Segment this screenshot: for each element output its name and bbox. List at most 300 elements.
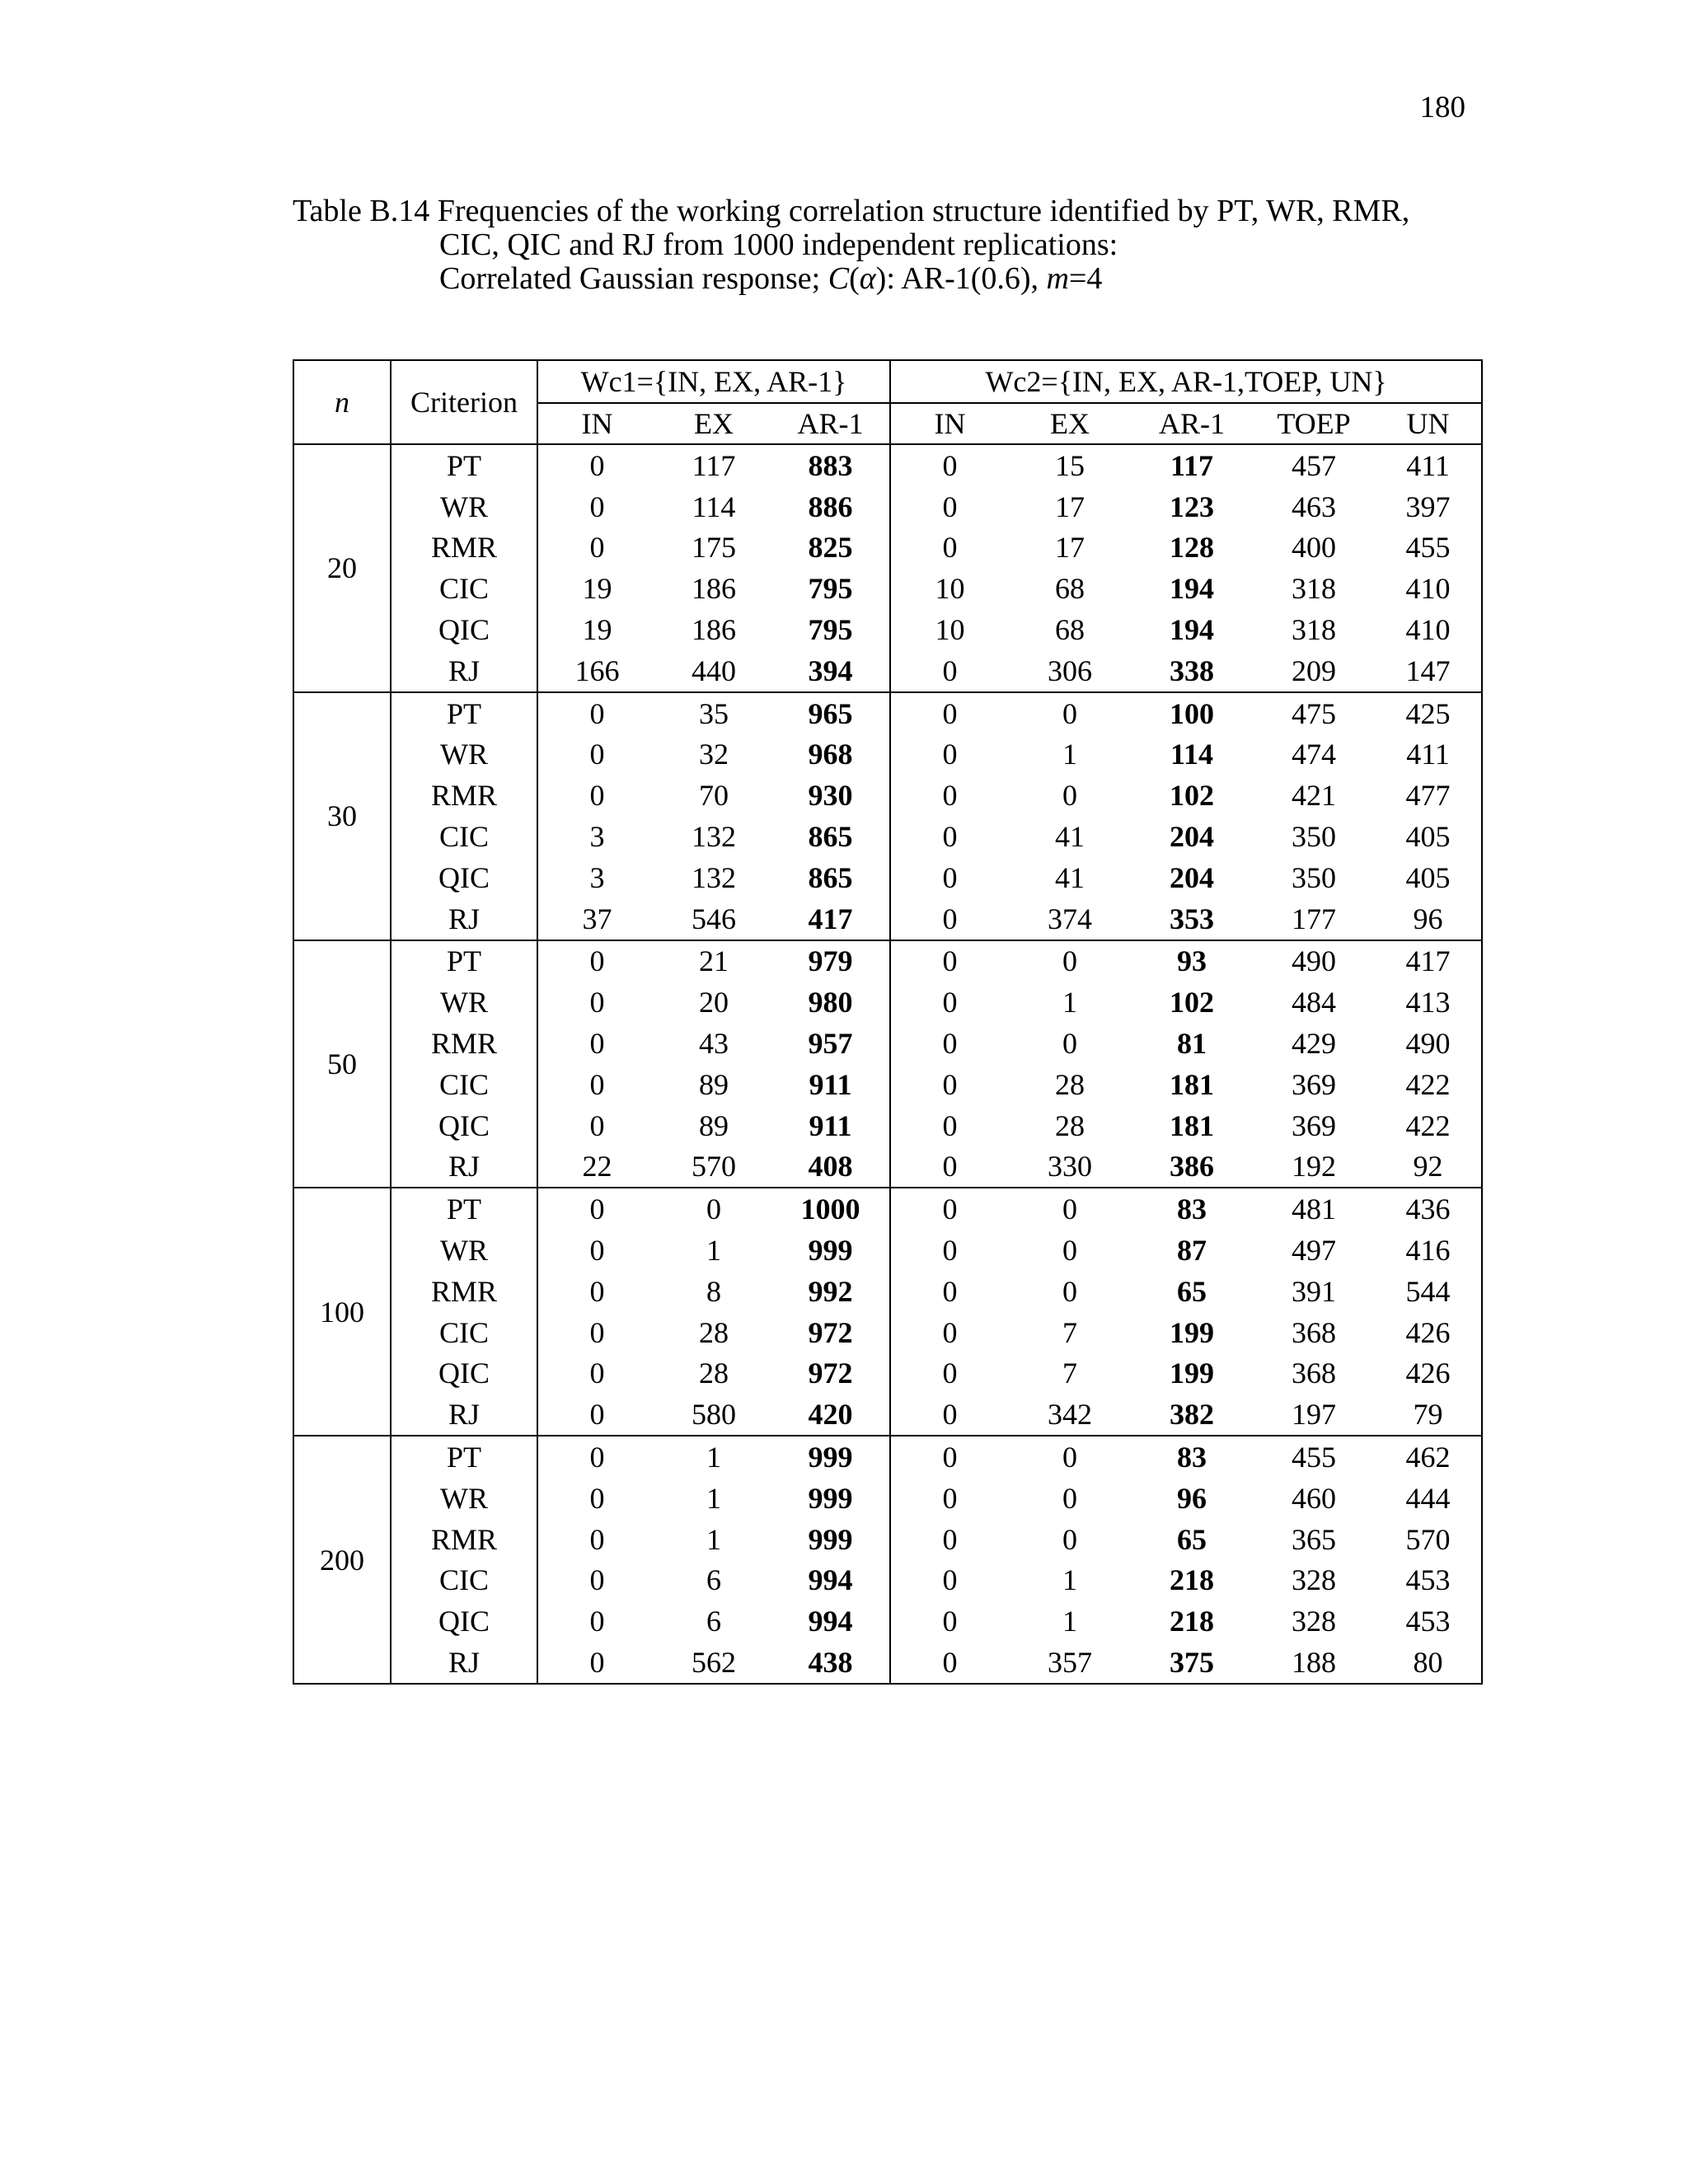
value-cell: 422 (1405, 1108, 1451, 1142)
criterion-cell: RMR (391, 1271, 537, 1312)
value-cell: 394 (771, 650, 890, 692)
subheader-wc2-un: UN (1406, 407, 1450, 440)
value-cell: 192 (1292, 1150, 1337, 1183)
value-cell: 365 (1292, 1522, 1337, 1556)
table-row (293, 1519, 1482, 1560)
value-cell: 0 (890, 940, 1009, 982)
value-cell: 570 (692, 1150, 736, 1183)
value-cell: 391 (1292, 1274, 1337, 1308)
value-cell: 81 (1177, 1027, 1207, 1061)
value-cell: 417 (1375, 940, 1482, 982)
value-cell: 87 (1177, 1234, 1207, 1268)
value-cell: 0 (1062, 1274, 1078, 1308)
sample-size-cell: 50 (293, 940, 391, 1188)
value-cell: 7 (1062, 1315, 1078, 1349)
value-cell: 426 (1405, 1357, 1451, 1390)
value-cell: 0 (589, 1274, 605, 1308)
value-cell: 306 (1048, 654, 1093, 687)
value-cell: 0 (589, 1605, 605, 1638)
value-cell: 199 (1170, 1315, 1215, 1349)
value-cell: 68 (1055, 572, 1085, 606)
value-cell: 0 (1062, 1027, 1078, 1061)
value-cell: 0 (942, 1150, 958, 1183)
value-cell: 96 (1413, 902, 1443, 935)
value-cell: 41 (1055, 860, 1085, 894)
value-cell: 994 (771, 1601, 890, 1642)
value-cell: 420 (771, 1394, 890, 1436)
table-row (293, 1478, 1482, 1519)
caption-c-symbol: C (828, 261, 850, 296)
table-row (293, 1642, 1482, 1684)
frequency-table (293, 359, 1483, 1685)
value-cell: 0 (942, 779, 958, 813)
table-row (293, 444, 1482, 486)
value-cell: 3 (589, 860, 605, 894)
table-row (293, 1394, 1482, 1436)
criterion-cell: QIC (391, 1105, 537, 1146)
value-cell: 0 (589, 1563, 605, 1597)
value-cell: 562 (692, 1646, 736, 1679)
caption-line-1: Table B.14 Frequencies of the working correlation structure identified by PT, WR, RMR, (293, 194, 1410, 228)
value-cell: 21 (656, 940, 771, 982)
value-cell: 444 (1405, 1481, 1451, 1515)
table-row (293, 734, 1482, 776)
value-cell: 426 (1405, 1315, 1451, 1349)
value-cell: 132 (692, 820, 736, 854)
value-cell: 411 (1406, 738, 1450, 771)
criterion-cell: RJ (391, 1642, 537, 1684)
value-cell: 546 (692, 902, 736, 935)
value-cell: 408 (771, 1146, 890, 1188)
value-cell: 0 (589, 1108, 605, 1142)
value-cell: 972 (771, 1312, 890, 1353)
table-row (293, 816, 1482, 857)
caption-open-paren: ( (849, 261, 860, 296)
value-cell: 0 (890, 692, 1009, 734)
value-cell: 17 (1055, 531, 1085, 565)
value-cell: 204 (1170, 820, 1215, 854)
table-row (293, 1271, 1482, 1312)
value-cell: 825 (771, 527, 890, 569)
criterion-cell: RJ (391, 650, 537, 692)
value-cell: 0 (1062, 1234, 1078, 1268)
value-cell: 218 (1170, 1605, 1215, 1638)
value-cell: 397 (1405, 490, 1451, 523)
value-cell: 979 (771, 940, 890, 982)
value-cell: 886 (771, 486, 890, 527)
page-number: 180 (1419, 91, 1465, 124)
value-cell: 65 (1177, 1274, 1207, 1308)
value-cell: 865 (771, 816, 890, 857)
table-row (293, 692, 1482, 734)
value-cell: 422 (1405, 1067, 1451, 1101)
value-cell: 455 (1253, 1436, 1375, 1478)
value-cell: 375 (1170, 1646, 1215, 1679)
subheader-wc2-ex: EX (1050, 407, 1090, 440)
value-cell: 93 (1131, 940, 1253, 982)
value-cell: 10 (935, 572, 965, 606)
value-cell: 1 (1062, 1605, 1078, 1638)
table-row (293, 609, 1482, 650)
table-row (293, 1436, 1482, 1478)
value-cell: 570 (1405, 1522, 1451, 1556)
value-cell: 197 (1292, 1398, 1337, 1432)
table-row (293, 982, 1482, 1023)
value-cell: 350 (1292, 860, 1337, 894)
value-cell: 188 (1292, 1646, 1337, 1679)
value-cell: 28 (699, 1357, 729, 1390)
criterion-cell: RMR (391, 775, 537, 816)
sample-size-cell: 30 (293, 692, 391, 940)
value-cell: 0 (942, 860, 958, 894)
table-row (293, 1230, 1482, 1271)
value-cell: 0 (589, 1522, 605, 1556)
subheader-wc2-toep: TOEP (1277, 407, 1351, 440)
value-cell: 930 (771, 775, 890, 816)
value-cell: 0 (942, 1605, 958, 1638)
value-cell: 186 (692, 572, 736, 606)
criterion-cell: QIC (391, 857, 537, 898)
value-cell: 102 (1170, 986, 1215, 1019)
value-cell: 475 (1253, 692, 1375, 734)
value-cell: 177 (1292, 902, 1337, 935)
table-row (293, 1064, 1482, 1105)
value-cell: 1 (656, 1436, 771, 1478)
criterion-cell: RJ (391, 898, 537, 940)
value-cell: 477 (1405, 779, 1451, 813)
value-cell: 421 (1292, 779, 1337, 813)
value-cell: 457 (1253, 444, 1375, 486)
table-row (293, 857, 1482, 898)
value-cell: 368 (1292, 1315, 1337, 1349)
value-cell: 128 (1170, 531, 1215, 565)
value-cell: 0 (942, 1108, 958, 1142)
value-cell: 369 (1292, 1108, 1337, 1142)
value-cell: 0 (589, 1315, 605, 1349)
sample-size-cell: 200 (293, 1436, 391, 1684)
value-cell: 460 (1292, 1481, 1337, 1515)
criterion-cell: CIC (391, 1312, 537, 1353)
value-cell: 0 (890, 1188, 1009, 1230)
value-cell: 70 (699, 779, 729, 813)
subheader-wc2-ar-1: AR-1 (1159, 407, 1226, 440)
subheader-wc1-ar-1: AR-1 (771, 403, 890, 444)
value-cell: 114 (1170, 738, 1214, 771)
value-cell: 0 (1062, 779, 1078, 813)
value-cell: 0 (942, 1563, 958, 1597)
value-cell: 123 (1170, 490, 1215, 523)
value-cell: 0 (1062, 1481, 1078, 1515)
value-cell: 911 (771, 1105, 890, 1146)
subheader-wc1-in: IN (581, 407, 613, 440)
value-cell: 374 (1048, 902, 1093, 935)
value-cell: 0 (537, 1436, 656, 1478)
value-cell: 338 (1170, 654, 1215, 687)
value-cell: 0 (942, 820, 958, 854)
value-cell: 0 (1009, 1436, 1131, 1478)
value-cell: 28 (1055, 1067, 1085, 1101)
value-cell: 0 (942, 490, 958, 523)
value-cell: 181 (1170, 1108, 1215, 1142)
value-cell: 0 (537, 692, 656, 734)
value-cell: 20 (699, 986, 729, 1019)
value-cell: 19 (582, 572, 612, 606)
criterion-cell: WR (391, 734, 537, 776)
value-cell: 68 (1055, 613, 1085, 647)
caption-alpha-symbol: α (859, 261, 876, 296)
value-cell: 194 (1170, 572, 1215, 606)
value-cell: 0 (942, 1357, 958, 1390)
value-cell: 186 (692, 613, 736, 647)
value-cell: 0 (537, 1188, 656, 1230)
value-cell: 0 (656, 1188, 771, 1230)
value-cell: 0 (589, 1067, 605, 1101)
table-row (293, 1312, 1482, 1353)
value-cell: 580 (692, 1398, 736, 1432)
criterion-cell: PT (391, 1188, 537, 1230)
value-cell: 0 (589, 1646, 605, 1679)
value-cell: 0 (942, 531, 958, 565)
value-cell: 0 (589, 531, 605, 565)
table-row (293, 1105, 1482, 1146)
value-cell: 972 (771, 1353, 890, 1394)
value-cell: 417 (771, 898, 890, 940)
value-cell: 89 (699, 1108, 729, 1142)
criterion-cell: RJ (391, 1146, 537, 1188)
value-cell: 994 (771, 1560, 890, 1601)
caption-m-value: =4 (1069, 261, 1103, 296)
table-row (293, 940, 1482, 982)
value-cell: 175 (692, 531, 736, 565)
value-cell: 117 (1131, 444, 1253, 486)
value-cell: 6 (706, 1563, 721, 1597)
value-cell: 1 (1062, 738, 1078, 771)
value-cell: 6 (706, 1605, 721, 1638)
value-cell: 199 (1170, 1357, 1215, 1390)
value-cell: 15 (1009, 444, 1131, 486)
value-cell: 328 (1292, 1563, 1337, 1597)
caption-line-3-text: Correlated Gaussian response; (439, 261, 828, 296)
value-cell: 795 (771, 568, 890, 609)
value-cell: 0 (942, 1646, 958, 1679)
table-row (293, 1188, 1482, 1230)
value-cell: 0 (589, 1027, 605, 1061)
value-cell: 474 (1292, 738, 1337, 771)
criterion-cell: CIC (391, 816, 537, 857)
value-cell: 410 (1405, 572, 1451, 606)
table-row (293, 1023, 1482, 1064)
value-cell: 440 (692, 654, 736, 687)
criterion-cell: QIC (391, 1601, 537, 1642)
value-cell: 37 (582, 902, 612, 935)
criterion-cell: PT (391, 1436, 537, 1478)
value-cell: 999 (771, 1230, 890, 1271)
value-cell: 1 (706, 1234, 721, 1268)
criterion-cell: WR (391, 982, 537, 1023)
criterion-cell: WR (391, 486, 537, 527)
value-cell: 455 (1405, 531, 1451, 565)
value-cell: 194 (1170, 613, 1215, 647)
value-cell: 19 (582, 613, 612, 647)
criterion-cell: PT (391, 692, 537, 734)
criterion-cell: WR (391, 1478, 537, 1519)
criterion-cell: CIC (391, 568, 537, 609)
header-criterion: Criterion (391, 360, 537, 444)
value-cell: 0 (589, 1234, 605, 1268)
table-caption (293, 194, 1409, 296)
value-cell: 795 (771, 609, 890, 650)
value-cell: 102 (1170, 779, 1215, 813)
value-cell: 43 (699, 1027, 729, 1061)
criterion-cell: CIC (391, 1064, 537, 1105)
value-cell: 411 (1375, 444, 1482, 486)
value-cell: 204 (1170, 860, 1215, 894)
value-cell: 413 (1405, 986, 1451, 1019)
caption-line-3 (293, 262, 1409, 296)
value-cell: 436 (1375, 1188, 1482, 1230)
caption-mid-text: ): AR-1(0.6), (875, 261, 1047, 296)
value-cell: 0 (589, 1357, 605, 1390)
table-row (293, 1601, 1482, 1642)
value-cell: 218 (1170, 1563, 1215, 1597)
value-cell: 0 (589, 490, 605, 523)
value-cell: 1 (1062, 1563, 1078, 1597)
caption-m-symbol: m (1046, 261, 1069, 296)
criterion-cell: CIC (391, 1560, 537, 1601)
value-cell: 490 (1253, 940, 1375, 982)
value-cell: 497 (1292, 1234, 1337, 1268)
value-cell: 992 (771, 1271, 890, 1312)
value-cell: 400 (1292, 531, 1337, 565)
value-cell: 0 (942, 1315, 958, 1349)
table-row (293, 1146, 1482, 1188)
criterion-cell: RMR (391, 527, 537, 569)
value-cell: 35 (656, 692, 771, 734)
value-cell: 328 (1292, 1605, 1337, 1638)
value-cell: 0 (942, 654, 958, 687)
value-cell: 0 (1009, 692, 1131, 734)
value-cell: 3 (589, 820, 605, 854)
value-cell: 968 (771, 734, 890, 776)
value-cell: 100 (1131, 692, 1253, 734)
value-cell: 1 (1062, 986, 1078, 1019)
value-cell: 0 (890, 1436, 1009, 1478)
value-cell: 463 (1292, 490, 1337, 523)
value-cell: 209 (1292, 654, 1337, 687)
table-row (293, 898, 1482, 940)
value-cell: 0 (942, 1522, 958, 1556)
value-cell: 32 (699, 738, 729, 771)
value-cell: 330 (1048, 1150, 1093, 1183)
value-cell: 0 (942, 902, 958, 935)
value-cell: 382 (1170, 1398, 1215, 1432)
value-cell: 83 (1131, 1188, 1253, 1230)
value-cell: 0 (1009, 940, 1131, 982)
value-cell: 911 (771, 1064, 890, 1105)
criterion-cell: RMR (391, 1023, 537, 1064)
value-cell: 28 (1055, 1108, 1085, 1142)
value-cell: 353 (1170, 902, 1215, 935)
table-body (293, 444, 1482, 1684)
value-cell: 965 (771, 692, 890, 734)
value-cell: 410 (1405, 613, 1451, 647)
value-cell: 481 (1253, 1188, 1375, 1230)
criterion-cell: QIC (391, 609, 537, 650)
value-cell: 0 (942, 1067, 958, 1101)
value-cell: 438 (771, 1642, 890, 1684)
subheader-wc2-in: IN (934, 407, 966, 440)
value-cell: 453 (1405, 1563, 1451, 1597)
value-cell: 350 (1292, 820, 1337, 854)
value-cell: 0 (1009, 1188, 1131, 1230)
value-cell: 0 (1062, 1522, 1078, 1556)
value-cell: 147 (1405, 654, 1451, 687)
table-row (293, 775, 1482, 816)
header-group-wc1: Wc1={IN, EX, AR-1} (537, 360, 890, 403)
table-row (293, 486, 1482, 527)
subheader-wc1-ex: EX (694, 407, 734, 440)
value-cell: 132 (692, 860, 736, 894)
value-cell: 96 (1177, 1481, 1207, 1515)
value-cell: 41 (1055, 820, 1085, 854)
value-cell: 999 (771, 1519, 890, 1560)
value-cell: 8 (706, 1274, 721, 1308)
value-cell: 484 (1292, 986, 1337, 1019)
value-cell: 22 (582, 1150, 612, 1183)
value-cell: 368 (1292, 1357, 1337, 1390)
value-cell: 999 (771, 1436, 890, 1478)
value-cell: 0 (942, 1398, 958, 1432)
value-cell: 865 (771, 857, 890, 898)
criterion-cell: RJ (391, 1394, 537, 1436)
value-cell: 386 (1170, 1150, 1215, 1183)
value-cell: 369 (1292, 1067, 1337, 1101)
value-cell: 318 (1292, 613, 1337, 647)
value-cell: 0 (942, 1274, 958, 1308)
criterion-cell: PT (391, 444, 537, 486)
value-cell: 166 (574, 654, 620, 687)
value-cell: 89 (699, 1067, 729, 1101)
criterion-cell: WR (391, 1230, 537, 1271)
value-cell: 1 (706, 1522, 721, 1556)
value-cell: 92 (1413, 1150, 1443, 1183)
value-cell: 980 (771, 982, 890, 1023)
value-cell: 357 (1048, 1646, 1093, 1679)
criterion-cell: QIC (391, 1353, 537, 1394)
header-group-wc2: Wc2={IN, EX, AR-1,TOEP, UN} (890, 360, 1482, 403)
value-cell: 544 (1405, 1274, 1451, 1308)
table-row (293, 1560, 1482, 1601)
value-cell: 7 (1062, 1357, 1078, 1390)
sample-size-cell: 20 (293, 444, 391, 692)
value-cell: 0 (890, 444, 1009, 486)
table-row (293, 527, 1482, 569)
value-cell: 0 (942, 986, 958, 1019)
value-cell: 1000 (771, 1188, 890, 1230)
value-cell: 0 (942, 1234, 958, 1268)
value-cell: 79 (1413, 1398, 1443, 1432)
value-cell: 957 (771, 1023, 890, 1064)
table-row (293, 650, 1482, 692)
caption-line-2: CIC, QIC and RJ from 1000 independent replications: (439, 227, 1118, 262)
value-cell: 999 (771, 1478, 890, 1519)
value-cell: 318 (1292, 572, 1337, 606)
sample-size-cell: 100 (293, 1188, 391, 1436)
value-cell: 117 (656, 444, 771, 486)
value-cell: 10 (935, 613, 965, 647)
value-cell: 114 (692, 490, 736, 523)
value-cell: 490 (1405, 1027, 1451, 1061)
